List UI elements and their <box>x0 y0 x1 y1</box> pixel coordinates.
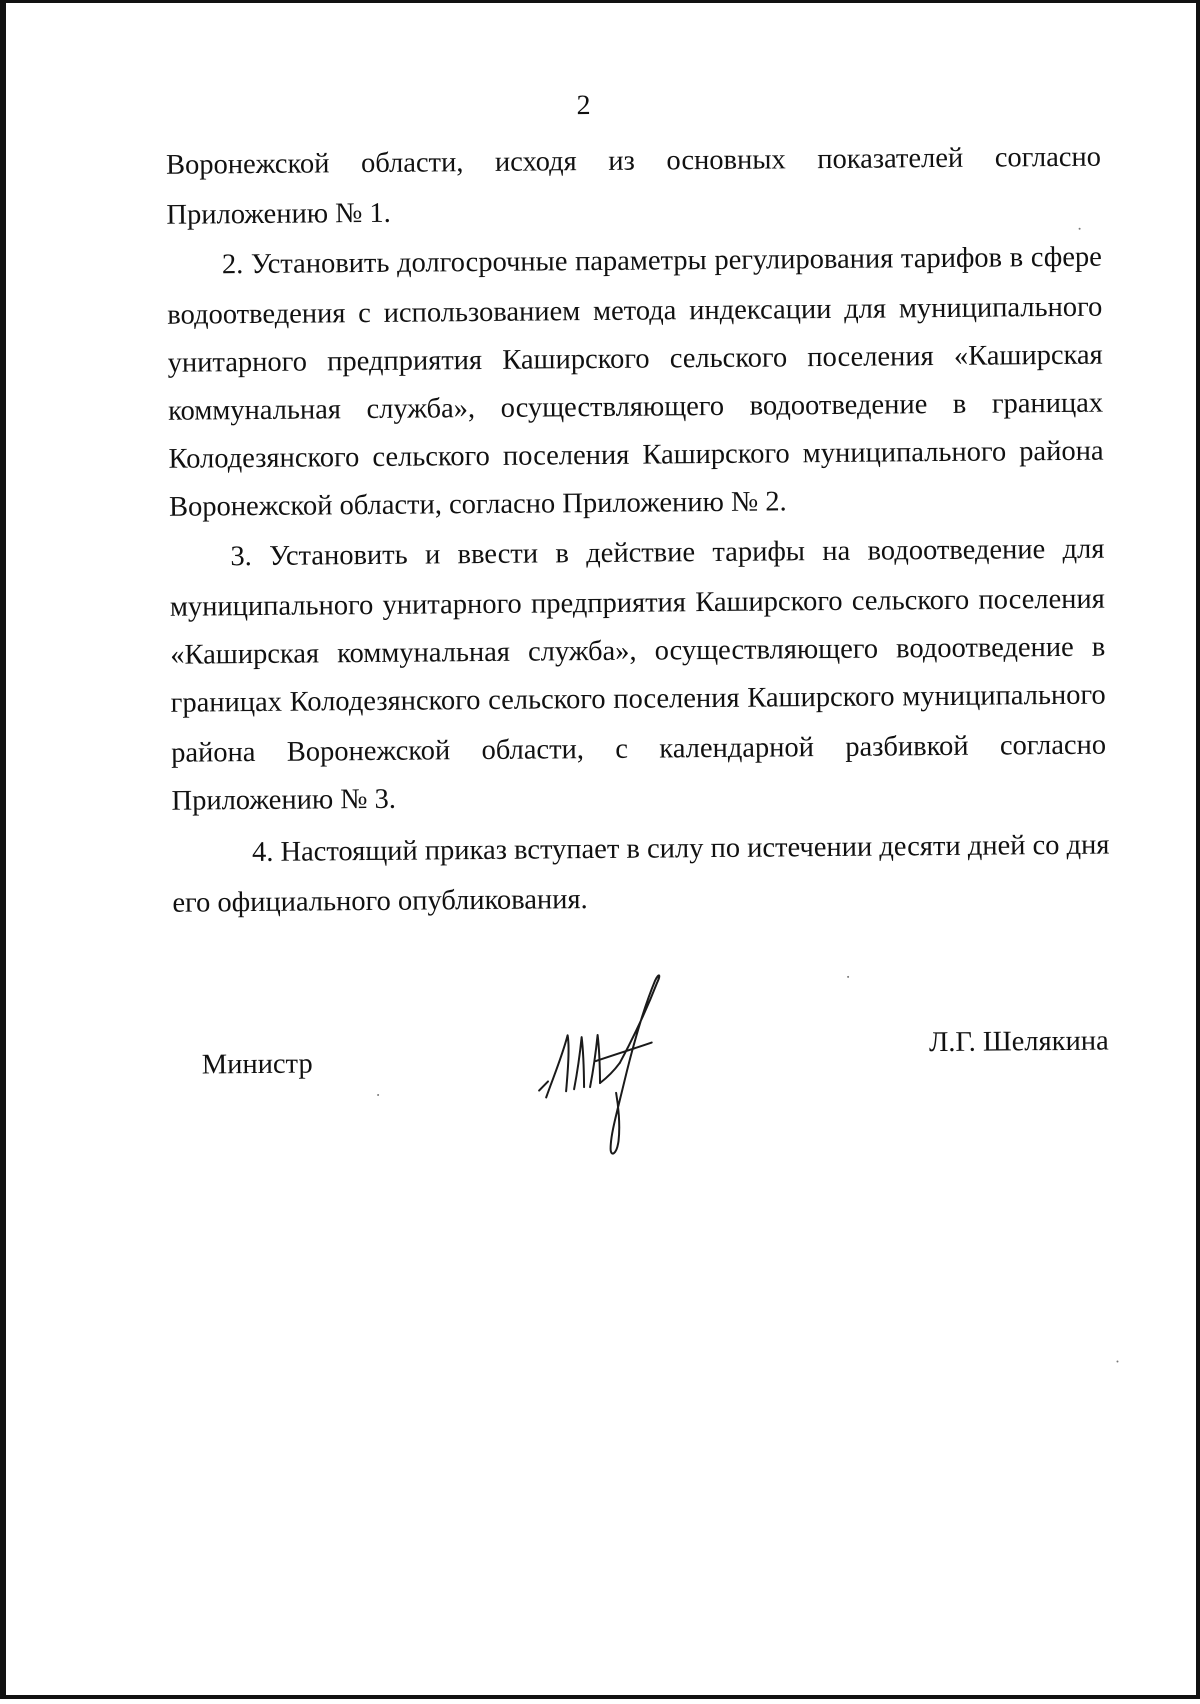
page-number: 2 <box>576 90 591 122</box>
paragraph-3-line-4: границах Колодезянского сельского поселения Каширского муниципального <box>170 679 1106 719</box>
body-line-2: Приложению № 1. <box>166 197 392 231</box>
scan-speck <box>1079 228 1081 230</box>
signer-position: Министр <box>201 1048 313 1081</box>
paragraph-2-line-1: 2. Установить долгосрочные параметры регулирования тарифов в сфере <box>221 241 1102 281</box>
paragraph-4-line-2: его официального опубликования. <box>172 884 588 919</box>
scan-speck <box>1116 1360 1118 1362</box>
paragraph-2-line-6: Воронежской области, согласно Приложению № 2. <box>168 486 787 523</box>
scan-speck <box>847 976 849 978</box>
signature-block <box>173 1011 1109 1159</box>
paragraph-2-line-3: унитарного предприятия Каширского сельского поселения «Каширская <box>167 339 1103 379</box>
paragraph-3-line-1: 3. Установить и ввести в действие тарифы на водоотведение для <box>230 533 1105 573</box>
paragraph-2-line-4: коммунальная служба», осуществляющего водоотведение в границах <box>168 387 1104 427</box>
scan-speck <box>377 1094 379 1096</box>
paragraph-3-line-2: муниципального унитарного предприятия Каширского сельского поселения <box>169 583 1105 623</box>
paragraph-3-line-6: Приложению № 3. <box>171 783 397 817</box>
body-line-1: Воронежской области, исходя из основных показателей согласно <box>165 141 1102 181</box>
handwritten-signature <box>533 964 695 1165</box>
paragraph-3-line-5: района Воронежской области, с календарной разбивкой согласно <box>171 729 1107 769</box>
paragraph-2-line-2: водоотведения с использованием метода индексации для муниципального <box>167 291 1103 331</box>
signer-name: Л.Г. Шелякина <box>928 1025 1109 1059</box>
paragraph-3-line-3: «Каширская коммунальная служба», осуществляющего водоотведение в <box>170 631 1106 671</box>
paragraph-2-line-5: Колодезянского сельского поселения Каширского муниципального района <box>168 435 1104 475</box>
paragraph-4-line-1: 4. Настоящий приказ вступает в силу по истечении десяти дней со дня <box>251 829 1110 869</box>
